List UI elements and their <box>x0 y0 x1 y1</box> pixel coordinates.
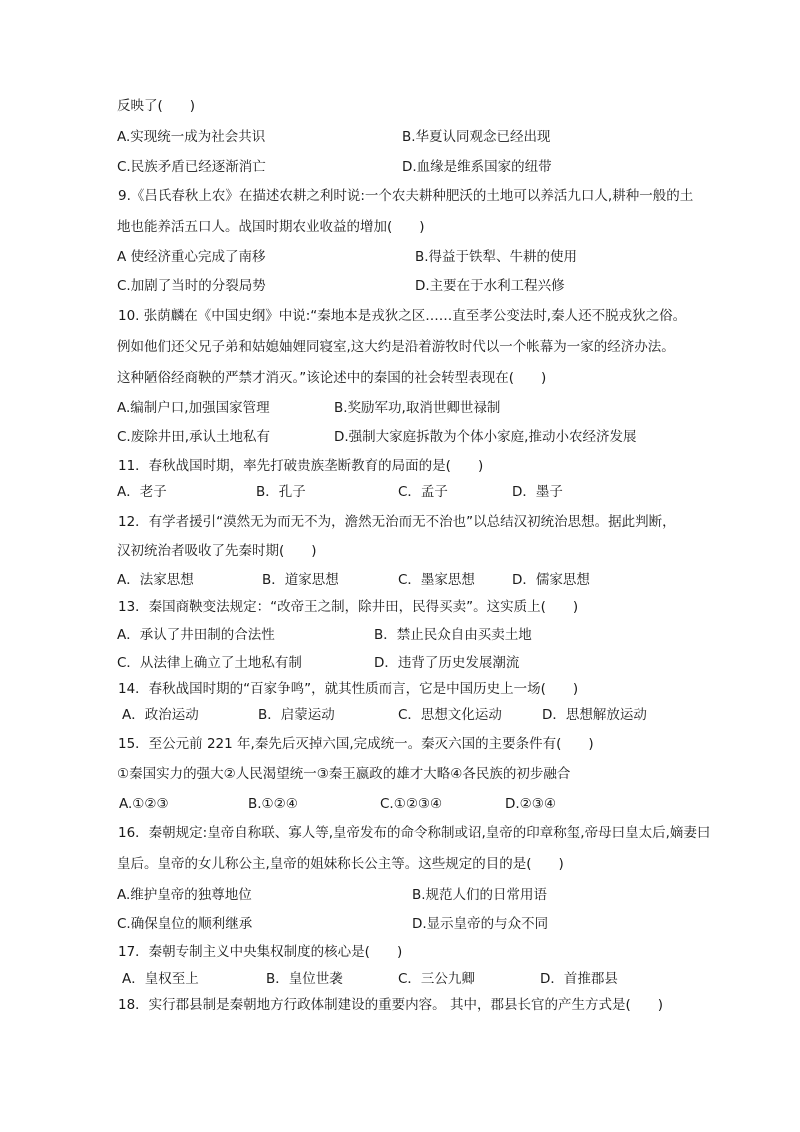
q16-stem-line1: 16．秦朝规定:皇帝自称联、寡人等,皇帝发布的命令称制或诏,皇帝的印章称玺,帝母曰皇太后,嫡妻曰 <box>118 825 711 841</box>
q8-stem-continuation: 反映了( ) <box>117 98 196 114</box>
q17-option-d: D．首推郡县 <box>540 971 618 987</box>
q17-option-b: B．皇位世袭 <box>266 971 343 987</box>
q15-stem: 15．至公元前 221 年,秦先后灭掉六国,完成统一。秦灭六国的主要条件有( ) <box>118 736 594 752</box>
q8-option-c: C.民族矛盾已经逐渐消亡 <box>117 159 266 175</box>
q17-option-a: A．皇权至上 <box>122 971 199 987</box>
q12-option-c: C．墨家思想 <box>398 572 475 588</box>
q9-stem-line1: 9.《吕氏春秋上农》在描述农耕之利时说:一个农夫耕种肥沃的土地可以养活九口人,耕种一般的土 <box>118 188 694 204</box>
q14-option-d: D．思想解放运动 <box>542 707 647 723</box>
q16-option-b: B.规范人们的日常用语 <box>412 887 548 903</box>
q10-stem-line1: 10. 张荫麟在《中国史纲》中说:“秦地本是戎狄之区……直至孝公变法时,秦人还不脱戎狄之俗。 <box>118 308 687 324</box>
q8-option-d: D.血缘是维系国家的纽带 <box>402 159 552 175</box>
q8-option-b: B.华夏认同观念已经出现 <box>402 129 551 145</box>
q8-option-a: A.实现统一成为社会共识 <box>117 129 266 145</box>
q11-option-a: A．老子 <box>117 484 167 500</box>
q9-option-a: A 使经济重心完成了南移 <box>117 249 266 265</box>
q10-option-d: D.强制大家庭拆散为个体小家庭,推动小农经济发展 <box>334 429 637 445</box>
q16-option-c: C.确保皇位的顺利继承 <box>117 916 253 932</box>
q16-option-d: D.显示皇帝的与众不同 <box>412 916 549 932</box>
q11-option-d: D．墨子 <box>512 484 563 500</box>
q10-option-c: C.废除井田,承认土地私有 <box>117 429 271 445</box>
q12-option-a: A．法家思想 <box>117 572 194 588</box>
q9-stem-line2: 地也能养活五口人。战国时期农业收益的增加( ) <box>117 219 425 235</box>
q14-stem: 14．春秋战国时期的“百家争鸣”，就其性质而言，它是中国历史上一场( ) <box>118 681 579 697</box>
q10-option-a: A.编制户口,加强国家管理 <box>117 400 270 416</box>
q9-option-c: C.加剧了当时的分裂局势 <box>117 278 266 294</box>
q12-stem-line2: 汉初统治者吸收了先秦时期( ) <box>117 543 317 559</box>
q13-option-d: D．违背了历史发展潮流 <box>374 655 520 671</box>
q14-option-b: B．启蒙运动 <box>258 707 335 723</box>
q13-stem: 13．秦国商鞅变法规定：“改帝王之制，除井田，民得买卖”。这实质上( ) <box>118 599 579 615</box>
q15-option-b: B.①②④ <box>248 796 298 812</box>
q9-option-b: B.得益于铁犁、牛耕的使用 <box>415 249 578 265</box>
q12-stem-line1: 12．有学者援引“漠然无为而无不为，澹然无治而无不治也”以总结汉初统治思想。据此判断， <box>118 514 676 530</box>
q13-option-a: A．承认了井田制的合法性 <box>117 627 275 643</box>
q16-stem-line2: 皇后。皇帝的女儿称公主,皇帝的姐妹称长公主等。这些规定的目的是( ) <box>117 856 564 872</box>
q11-stem: 11．春秋战国时期，率先打破贵族垄断教育的局面的是( ) <box>118 458 484 474</box>
q12-option-b: B．道家思想 <box>262 572 339 588</box>
q15-option-c: C.①②③④ <box>380 796 443 812</box>
q12-option-d: D．儒家思想 <box>512 572 590 588</box>
q13-option-b: B．禁止民众自由买卖土地 <box>374 627 532 643</box>
q13-option-c: C．从法律上确立了土地私有制 <box>117 655 302 671</box>
q15-option-a: A.①②③ <box>119 796 169 812</box>
q17-stem: 17．秦朝专制主义中央集权制度的核心是( ) <box>118 944 403 960</box>
q10-stem-line3: 这种陋俗经商鞅的严禁才消灭。”该论述中的秦国的社会转型表现在( ) <box>117 370 547 386</box>
q10-stem-line2: 例如他们还父兄子弟和姑媳妯娌同寝室,这大约是沿着游牧时代以一个帐幕为一家的经济办法。 <box>117 339 675 355</box>
q14-option-c: C．思想文化运动 <box>398 707 502 723</box>
q15-option-d: D.②③④ <box>505 796 556 812</box>
q17-option-c: C．三公九卿 <box>398 971 475 987</box>
q9-option-d: D.主要在于水利工程兴修 <box>415 278 565 294</box>
q10-option-b: B.奖励军功,取消世卿世禄制 <box>334 400 501 416</box>
q14-option-a: A．政治运动 <box>122 707 199 723</box>
q11-option-b: B．孔子 <box>256 484 306 500</box>
q18-stem: 18．实行郡县制是秦朝地方行政体制建设的重要内容。 其中，郡县长官的产生方式是( ) <box>118 997 664 1013</box>
q16-option-a: A.维护皇帝的独尊地位 <box>117 887 252 903</box>
q15-items: ①秦国实力的强大②人民渴望统一③秦王嬴政的雄才大略④各民族的初步融合 <box>117 766 571 782</box>
q11-option-c: C．孟子 <box>398 484 448 500</box>
